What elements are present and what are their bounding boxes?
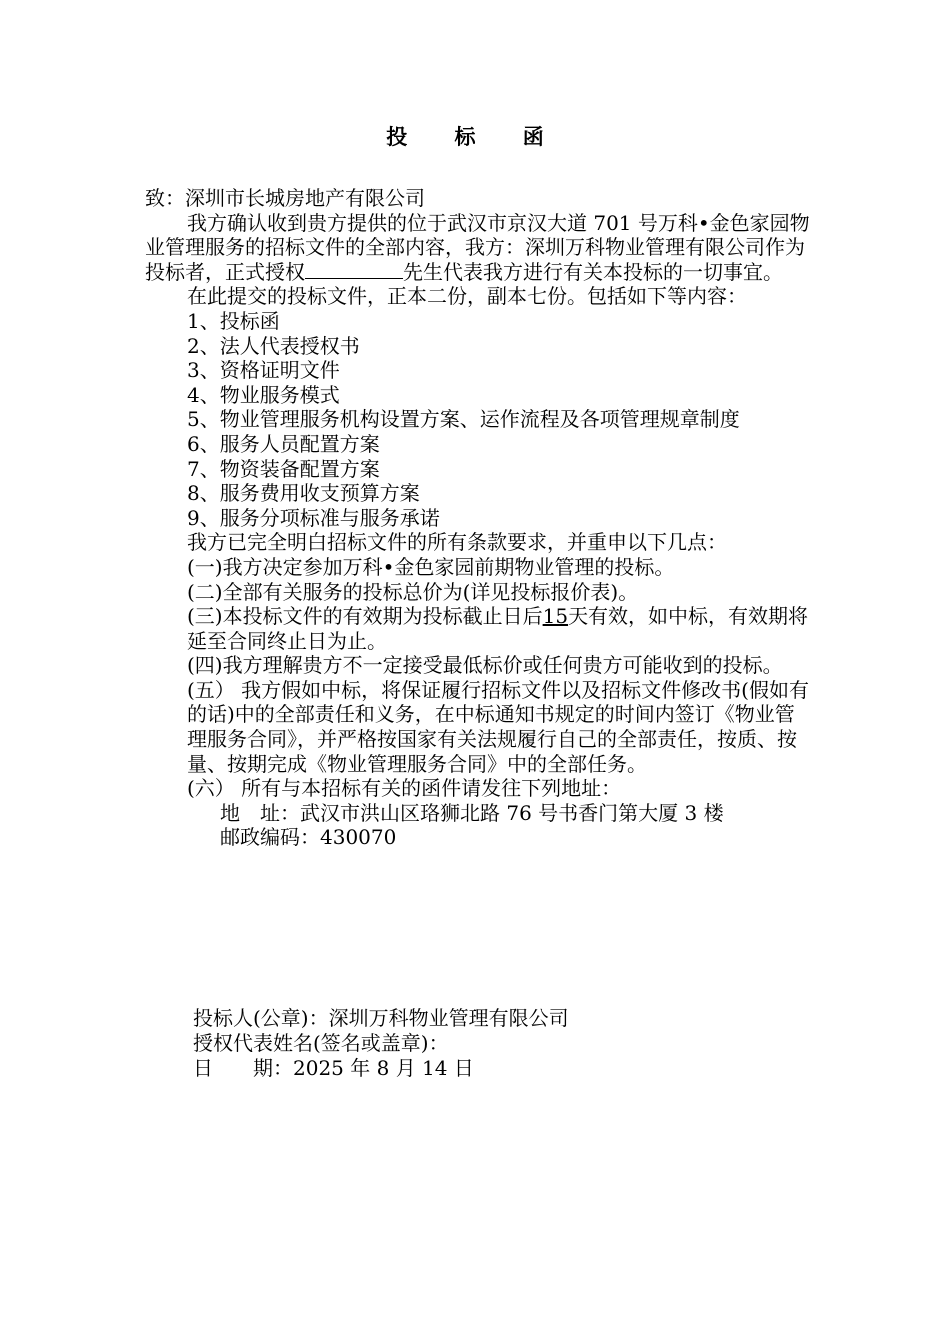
date-line: 日 期：2025 年 8 月 14 日: [193, 1056, 474, 1080]
recipient-line: 致：深圳市长城房地产有限公司: [145, 186, 425, 210]
point-three-text-b: 天有效，如中标，有效期将延至合同终止日为止。: [187, 604, 809, 653]
address-line: 地 址：武汉市洪山区珞狮北路 76 号书香门第大厦 3 楼: [220, 800, 724, 825]
point-five: (五） 我方假如中标，将保证履行招标文件以及招标文件修改书(假如有的话)中的全部责任和义务，在中标通知书规定的时间内签订《物业管理服务合同》，并严格按国家有关法规履行自己的全部责任，按质、按量、按期完成《物业管理服务合同》中的全部任务。: [187, 677, 809, 776]
paragraph-authorization: [145, 211, 810, 285]
postcode-line: 邮政编码：430070: [220, 825, 397, 850]
signature-block: [193, 1006, 793, 1081]
list-item: 3、资格证明文件: [187, 358, 340, 383]
representative-name-blank: [305, 260, 403, 279]
point-three: [145, 604, 810, 653]
authorization-text-a: 我方确认收到贵方提供的位于武汉市京汉大道 701 号万科•金色家园物业管理服务的招标文件的全部内容，我方：深圳万科物业管理有限公司作为投标者，正式授权: [145, 210, 810, 284]
point-two: (二)全部有关服务的投标总价为(详见投标报价表)。: [187, 579, 639, 604]
point-four: (四)我方理解贵方不一定接受最低标价或任何贵方可能收到的投标。: [187, 653, 783, 678]
point-one: (一)我方决定参加万科•金色家园前期物业管理的投标。: [187, 554, 675, 579]
list-item: 1、投标函: [187, 308, 280, 333]
list-item: 2、法人代表授权书: [187, 333, 360, 358]
paragraph-understanding: 我方已完全明白招标文件的所有条款要求，并重申以下几点：: [187, 530, 727, 555]
list-item: 6、服务人员配置方案: [187, 431, 380, 456]
authorization-text-b: 先生代表我方进行有关本投标的一切事宜。: [403, 259, 783, 284]
list-item: 8、服务费用收支预算方案: [187, 481, 420, 506]
list-item: 9、服务分项标准与服务承诺: [187, 505, 440, 530]
letter-body: [145, 186, 810, 850]
bidder-line: 投标人(公章)：深圳万科物业管理有限公司: [193, 1006, 569, 1030]
page-title: 投 标 函: [386, 124, 564, 149]
list-item: 7、物资装备配置方案: [187, 456, 380, 481]
paragraph-submission: 在此提交的投标文件，正本二份，副本七份。包括如下等内容：: [187, 284, 747, 309]
list-item: 5、物业管理服务机构设置方案、运作流程及各项管理规章制度: [187, 407, 740, 432]
validity-days: 15: [542, 604, 569, 629]
representative-line: 授权代表姓名(签名或盖章)：: [193, 1031, 449, 1055]
point-six: (六） 所有与本招标有关的函件请发往下列地址：: [187, 776, 622, 801]
point-three-text-a: (三)本投标文件的有效期为投标截止日后: [187, 604, 543, 629]
contents-list: [145, 309, 810, 530]
list-item: 4、物业服务模式: [187, 382, 340, 407]
